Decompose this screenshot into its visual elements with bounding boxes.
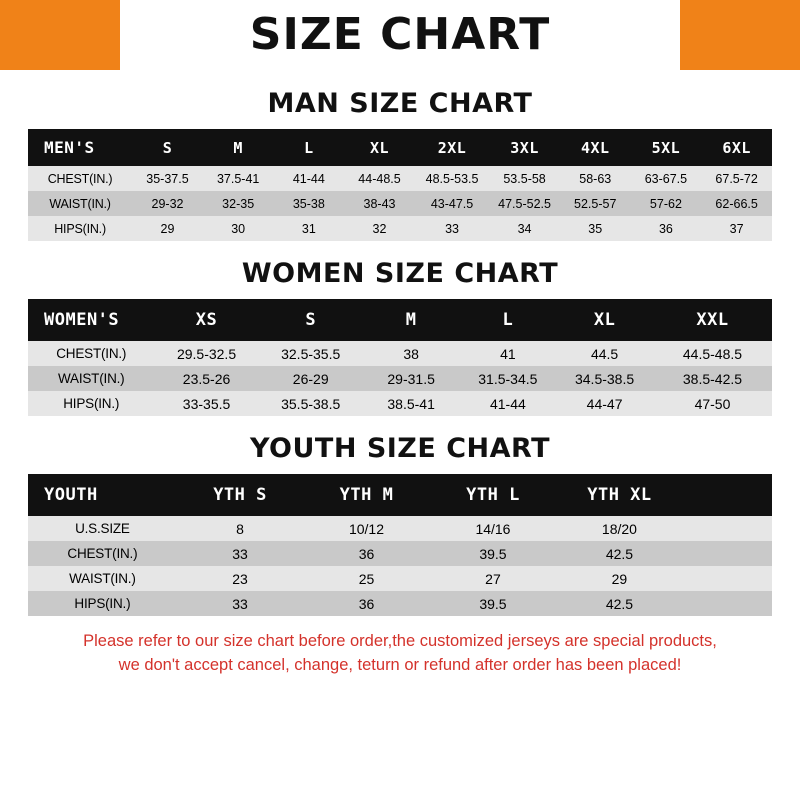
man-cell-0-2: 41-44 — [292, 171, 325, 186]
women-table-header-row — [28, 299, 772, 341]
man-cell-0-1: 37.5-41 — [216, 171, 260, 186]
table-row — [28, 516, 772, 541]
women-row-0-label: CHEST(IN.) — [56, 346, 127, 361]
youth-row-0-label: U.S.SIZE — [75, 521, 130, 536]
header-banner-inner — [120, 0, 680, 70]
women-cell-1-0: 23.5-26 — [182, 370, 231, 387]
man-header-cell-4: XL — [369, 138, 390, 157]
man-table-wrap — [0, 129, 800, 241]
man-header-cell-6: 3XL — [510, 138, 539, 157]
youth-cell-1-0: 33 — [232, 545, 248, 562]
youth-cell-3-1: 36 — [358, 595, 375, 612]
women-cell-0-1: 32.5-35.5 — [281, 345, 341, 362]
table-row — [28, 591, 772, 616]
man-cell-1-7: 57-62 — [649, 196, 682, 211]
footer-note-line-1: Please refer to our size chart before order,the customized jerseys are special products, — [83, 632, 717, 650]
youth-table-header-row — [28, 474, 772, 516]
man-cell-2-8: 37 — [729, 221, 744, 236]
youth-header-cell-2: YTH M — [339, 485, 394, 505]
women-header-cell-0: WOMEN'S — [44, 310, 120, 330]
youth-cell-2-3: 29 — [611, 570, 628, 587]
women-cell-0-0: 29.5-32.5 — [176, 345, 237, 362]
women-cell-1-2: 29-31.5 — [387, 370, 435, 387]
man-cell-2-2: 31 — [301, 221, 316, 236]
table-row — [28, 541, 772, 566]
man-cell-1-0: 29-32 — [151, 196, 184, 211]
women-cell-1-3: 31.5-34.5 — [478, 370, 538, 387]
youth-cell-0-1: 10/12 — [348, 520, 385, 537]
man-cell-2-3: 32 — [372, 221, 387, 236]
women-section-title: WOMEN SIZE CHART — [241, 258, 559, 289]
man-row-2-label: HIPS(IN.) — [54, 221, 106, 236]
youth-cell-0-3: 18/20 — [601, 520, 637, 537]
man-cell-0-5: 53.5-58 — [503, 171, 546, 186]
table-row — [28, 366, 772, 391]
man-header-cell-2: M — [233, 138, 243, 157]
youth-cell-3-2: 39.5 — [479, 595, 507, 612]
man-cell-1-4: 43-47.5 — [430, 196, 474, 211]
women-cell-0-2: 38 — [403, 345, 419, 362]
youth-header-cell-0: YOUTH — [44, 485, 98, 505]
table-row — [28, 166, 772, 191]
man-header-cell-0: MEN'S — [44, 138, 95, 157]
women-cell-0-3: 41 — [500, 345, 516, 362]
page-title: SIZE CHART — [249, 9, 551, 60]
man-cell-1-6: 52.5-57 — [574, 196, 617, 211]
women-cell-2-5: 47-50 — [694, 395, 731, 412]
man-cell-1-8: 62-66.5 — [715, 196, 758, 211]
women-cell-2-3: 41-44 — [489, 395, 526, 412]
youth-cell-3-0: 33 — [232, 595, 248, 612]
man-cell-0-3: 44-48.5 — [358, 171, 401, 186]
women-cell-1-4: 34.5-38.5 — [574, 370, 635, 387]
man-section-title: MAN SIZE CHART — [267, 88, 533, 119]
youth-cell-3-3: 42.5 — [605, 595, 634, 612]
women-header-cell-4: L — [502, 310, 514, 330]
women-cell-1-1: 26-29 — [292, 370, 329, 387]
man-header-cell-1: S — [162, 138, 173, 157]
man-cell-0-4: 48.5-53.5 — [425, 171, 479, 186]
youth-table-wrap — [0, 474, 800, 616]
women-row-2-label: HIPS(IN.) — [63, 396, 120, 411]
man-header-cell-5: 2XL — [437, 138, 467, 157]
youth-cell-0-blank — [683, 516, 772, 541]
women-table-wrap — [0, 299, 800, 416]
man-table-header-row — [28, 129, 772, 166]
man-cell-0-7: 63-67.5 — [644, 171, 688, 186]
youth-header-cell-3: YTH L — [466, 485, 520, 505]
man-row-0-label: CHEST(IN.) — [47, 171, 113, 186]
man-header-cell-8: 5XL — [651, 138, 681, 157]
man-row-1-label: WAIST(IN.) — [49, 196, 111, 211]
youth-row-3-label: HIPS(IN.) — [74, 596, 131, 611]
header-banner — [0, 0, 800, 70]
women-row-1-label: WAIST(IN.) — [57, 371, 125, 386]
women-cell-2-1: 35.5-38.5 — [281, 395, 341, 412]
youth-size-table — [28, 474, 772, 616]
man-cell-0-8: 67.5-72 — [715, 171, 758, 186]
youth-header-cell-4: YTH XL — [587, 485, 652, 505]
women-header-cell-6: XXL — [696, 310, 729, 330]
man-header-cell-9: 6XL — [722, 138, 751, 157]
man-size-table — [28, 129, 772, 241]
man-cell-1-1: 32-35 — [222, 196, 255, 211]
man-cell-1-5: 47.5-52.5 — [498, 196, 551, 211]
women-cell-0-5: 44.5-48.5 — [682, 345, 743, 362]
footer-note-line-2: we don't accept cancel, change, teturn or refund after order has been placed! — [118, 655, 682, 674]
man-cell-1-3: 38-43 — [363, 196, 396, 211]
youth-section-title: YOUTH SIZE CHART — [249, 433, 551, 464]
women-header-cell-5: XL — [593, 310, 616, 330]
youth-cell-1-2: 39.5 — [479, 545, 507, 562]
youth-cell-0-2: 14/16 — [475, 520, 511, 537]
women-header-cell-3: M — [405, 310, 417, 330]
man-header-cell-3: L — [304, 138, 314, 157]
table-row — [28, 391, 772, 416]
table-row — [28, 216, 772, 241]
man-cell-2-7: 36 — [658, 221, 673, 236]
youth-row-2-label: WAIST(IN.) — [69, 571, 136, 586]
youth-cell-2-2: 27 — [485, 570, 501, 587]
youth-cell-1-3: 42.5 — [605, 545, 634, 562]
youth-cell-2-1: 25 — [358, 570, 375, 587]
man-cell-2-4: 33 — [445, 221, 459, 236]
footer-note — [0, 630, 800, 678]
table-row — [28, 566, 772, 591]
man-cell-1-2: 35-38 — [292, 196, 325, 211]
youth-cell-3-blank — [683, 591, 772, 616]
table-row — [28, 341, 772, 366]
man-cell-2-0: 29 — [160, 221, 175, 236]
women-cell-0-4: 44.5 — [590, 345, 619, 362]
women-cell-1-5: 38.5-42.5 — [682, 370, 743, 387]
youth-cell-1-blank — [683, 541, 772, 566]
women-header-cell-2: S — [305, 310, 317, 330]
man-cell-2-1: 30 — [231, 221, 246, 236]
youth-cell-0-0: 8 — [236, 520, 244, 537]
youth-header-cell-blank — [683, 474, 772, 516]
youth-cell-1-1: 36 — [358, 545, 375, 562]
man-cell-0-0: 35-37.5 — [146, 171, 189, 186]
man-cell-2-5: 34 — [517, 221, 532, 236]
youth-row-1-label: CHEST(IN.) — [67, 546, 138, 561]
youth-header-cell-1: YTH S — [213, 485, 267, 505]
women-header-cell-1: XS — [195, 310, 218, 330]
table-row — [28, 191, 772, 216]
women-cell-2-0: 33-35.5 — [182, 395, 231, 412]
women-cell-2-4: 44-47 — [586, 395, 623, 412]
youth-cell-2-blank — [683, 566, 772, 591]
youth-cell-2-0: 23 — [232, 570, 248, 587]
women-size-table — [28, 299, 772, 416]
women-cell-2-2: 38.5-41 — [387, 395, 435, 412]
man-cell-0-6: 58-63 — [579, 171, 612, 186]
man-header-cell-7: 4XL — [580, 138, 610, 157]
man-cell-2-6: 35 — [588, 221, 603, 236]
